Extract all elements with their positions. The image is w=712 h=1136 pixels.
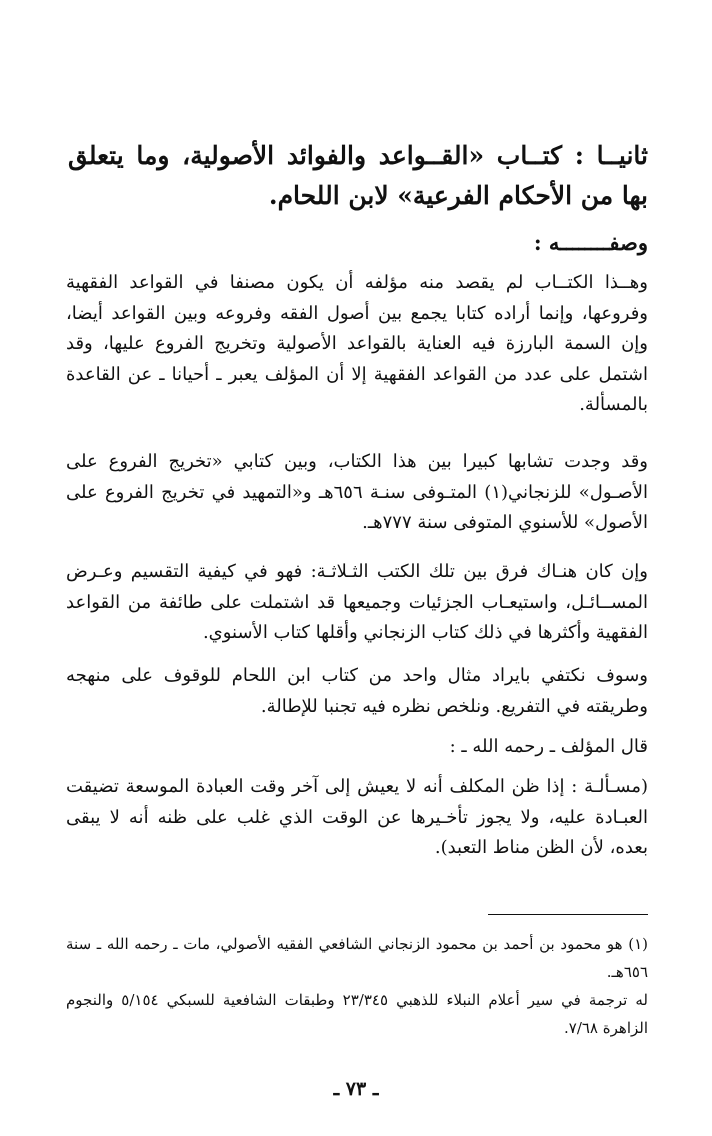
paragraph-quoted-issue: (مسـألـة : إذا ظن المكلف أنه لا يعيش إلى آخر وقت العبادة الموسعة تضيقت العبـادة عليه، ولا يجوز تأخـيرها عن الوقت الذي غلب على ظنه أنه لا يبقى بعده، لأن الظن مناط التعبد). [66, 776, 648, 858]
footnote-1-reference: له ترجمة في سير أعلام النبلاء للذهبي ٢٣/٣٤٥ وطبقات الشافعية للسبكي ٥/١٥٤ والنجوم الزاهرة ٧/٦٨. [66, 991, 648, 1037]
paragraph-author-quote-intro: قال المؤلف ـ رحمه الله ـ : [449, 736, 648, 757]
footnote-1: (١) هو محمود بن أحمد بن محمود الزنجاني الشافعي الفقيه الأصولي، مات ـ رحمه الله ـ سنة ٦٥٦هـ. [66, 935, 648, 981]
footnote-divider [488, 914, 648, 915]
paragraph-example-intro: وسوف نكتفي بايراد مثال واحد من كتاب ابن اللحام للوقوف على منهجه وطريقته في التفريع. ونلخص نظره فيه تجنبا للإطالة. [66, 665, 648, 717]
page-number: ـ ٧٣ ـ [333, 1078, 379, 1100]
paragraph-similarity: وقد وجدت تشابها كبيرا بين هذا الكتاب، وبين كتابي «تخريج الفروع على الأصـول» للزنجاني(١) المتـوفى سنـة ٦٥٦هـ و«التمهيد في تخريج الفروع على الأصول» للأسنوي المتوفى سنة ٧٧٧هـ. [66, 451, 648, 533]
subsection-label: وصفــــــــه : [533, 230, 648, 255]
paragraph-description: وهــذا الكتــاب لم يقصد منه مؤلفه أن يكون مصنفا في القواعد الفقهية وفروعها، وإنما أراده كتابا يجمع بين أصول الفقه وفروعه وبين القواعد أيضا، وإن السمة البارزة فيه العناية بالقواعد الأصولية وتخريج الفروع عليها، وقد اشتمل على عدد من القواعد الفقهية إلا أن المؤلف يعبر ـ أحيانا ـ عن القاعدة بالمسألة. [66, 272, 649, 415]
paragraph-difference: وإن كان هنـاك فرق بين تلك الكتب الثـلاثـة: فهو في كيفية التقسيم وعـرض المســائـل، واستيعـاب الجزئيات وجميعها قد اشتملت على طائفة من القواعد الفقهية وأكثرها في ذلك كتاب الزنجاني وأقلها كتاب الأسنوي. [66, 561, 648, 643]
section-heading: ثانيــا : كتــاب «القــواعد والفوائد الأصولية، وما يتعلق بها من الأحكام الفرعية» لابن اللحام. [68, 141, 648, 210]
